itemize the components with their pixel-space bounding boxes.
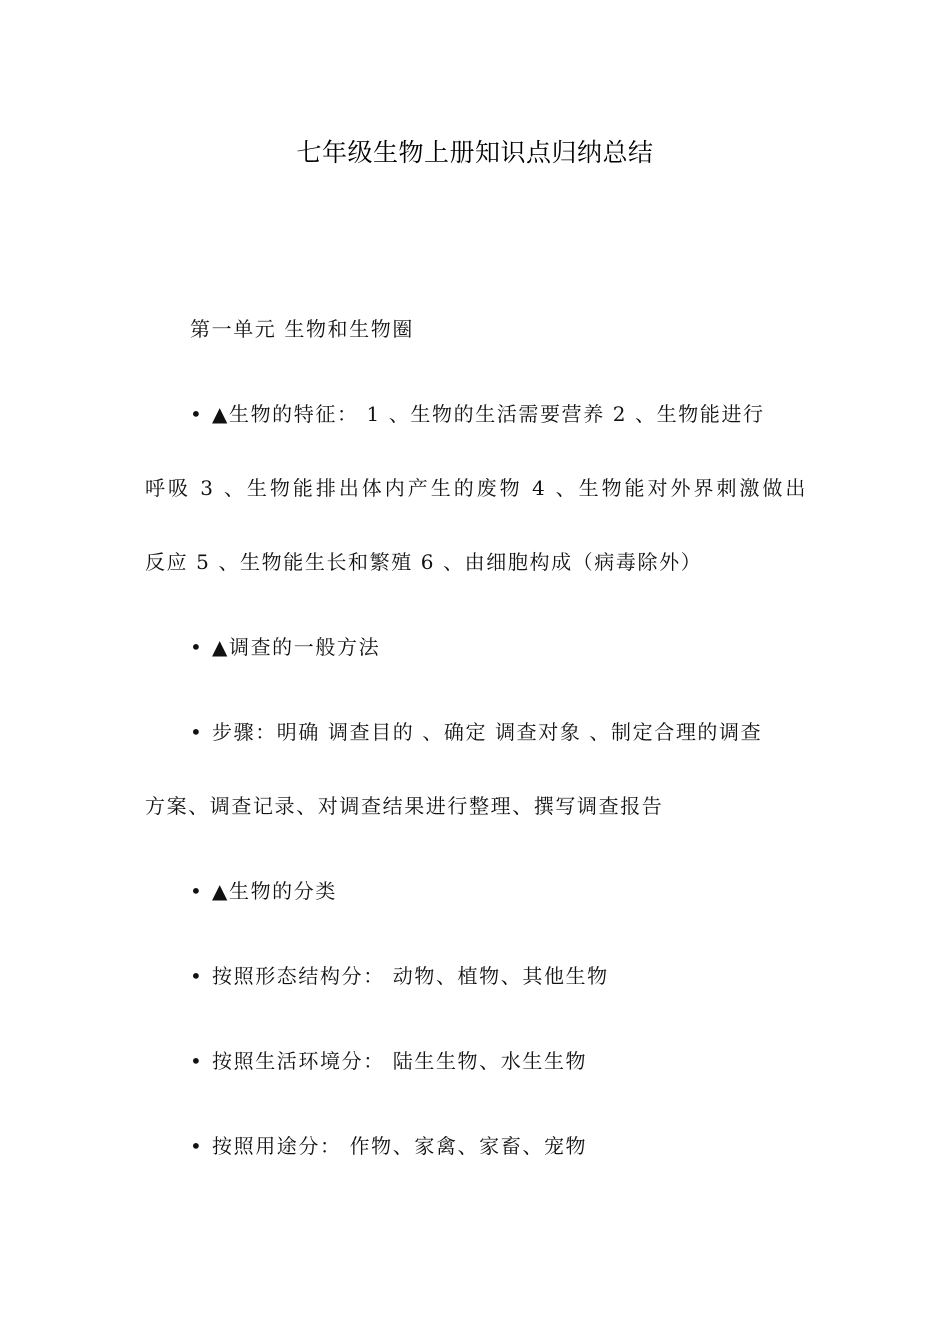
features-paragraph-line-3: 反应 5 、生物能生长和繁殖 6 、由细胞构成（病毒除外）: [145, 550, 703, 574]
survey-heading: [190, 631, 380, 660]
bullet-icon: •: [190, 402, 204, 426]
classify-form-item: [190, 960, 609, 989]
steps-text-1: 步骤：明确 调查目的 、确定 调查对象 、制定合理的调查: [212, 720, 763, 744]
bullet-icon: •: [190, 635, 204, 659]
classify-use-item: [190, 1130, 587, 1159]
bullet-icon: •: [190, 1049, 204, 1073]
features-paragraph-line-2: 呼吸 3 、生物能排出体内产生的废物 4 、生物能对外界刺激做出: [145, 476, 807, 500]
classify-form-text: 按照形态结构分： 动物、植物、其他生物: [212, 964, 609, 988]
classify-heading-text: ▲生物的分类: [212, 879, 337, 903]
steps-paragraph-line-2: 方案、调查记录、对调查结果进行整理、撰写调查报告: [145, 794, 664, 818]
document-title: 七年级生物上册知识点归纳总结: [296, 138, 654, 167]
classify-env-text: 按照生活环境分： 陆生生物、水生生物: [212, 1049, 588, 1073]
bullet-icon: •: [190, 1134, 204, 1158]
unit-heading: 第一单元 生物和生物圈: [190, 317, 414, 341]
bullet-icon: •: [190, 720, 204, 744]
classify-use-text: 按照用途分： 作物、家禽、家畜、宠物: [212, 1134, 588, 1158]
survey-heading-text: ▲调查的一般方法: [212, 635, 381, 659]
bullet-icon: •: [190, 879, 204, 903]
features-paragraph-line-1: [190, 398, 765, 427]
classify-env-item: [190, 1045, 587, 1074]
bullet-icon: •: [190, 964, 204, 988]
steps-paragraph-line-1: [190, 716, 762, 745]
classify-heading: [190, 875, 337, 904]
features-text-1: ▲生物的特征： 1 、生物的生活需要营养 2 、生物能进行: [212, 402, 765, 426]
